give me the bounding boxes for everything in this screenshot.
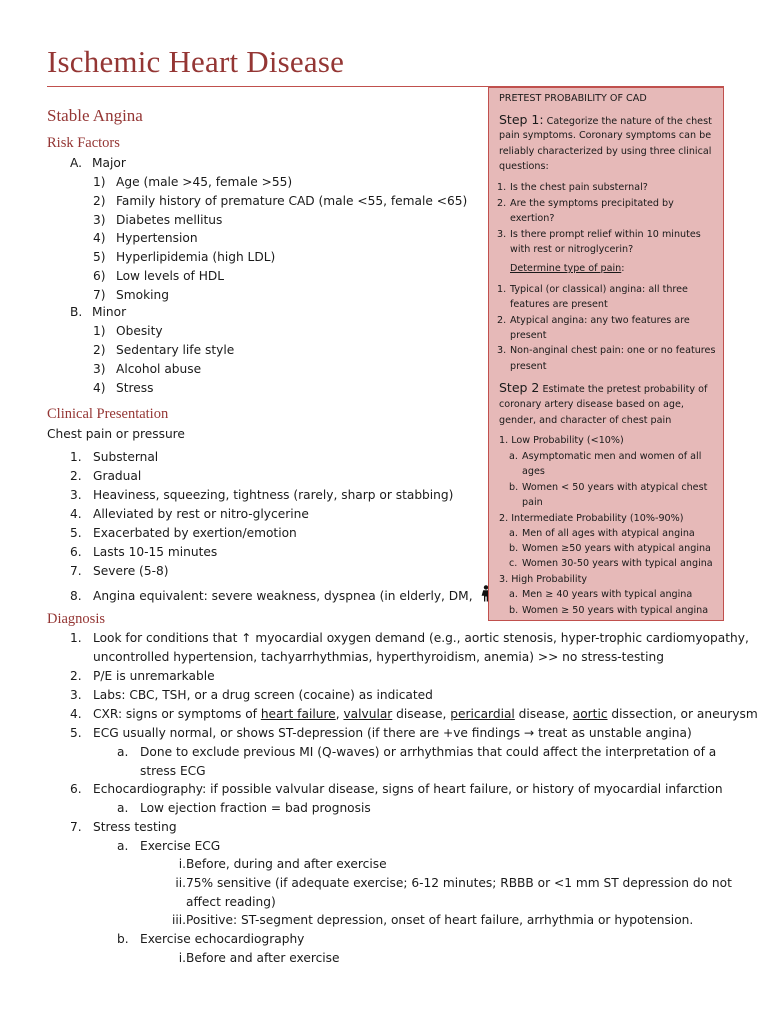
clinical-item <box>70 506 309 522</box>
list-marker: a. <box>509 451 518 462</box>
list-marker: 7. <box>70 564 82 578</box>
list-marker: 5. <box>70 526 82 540</box>
diagnosis-item-7 <box>70 819 177 835</box>
step2-line2: coronary artery disease based on age, <box>499 399 684 410</box>
sidebar-pain-type-text: Non-anginal chest pain: one or no features <box>510 345 716 357</box>
risk-major-item-text: Age (male >45, female >55) <box>116 175 293 189</box>
clinical-item <box>70 525 297 541</box>
determine-pain-row <box>510 261 625 276</box>
diagnosis-item-3-text: Labs: CBC, TSH, or a drug screen (cocaine) as indicated <box>93 688 433 702</box>
list-marker: 1. <box>70 631 82 645</box>
risk-major-item-text: Diabetes mellitus <box>116 212 223 227</box>
diagnosis-item-7a-iii-text: Positive: ST-segment depression, onset of heart failure, arrhythmia or hypotension. <box>186 913 694 927</box>
list-marker: i. <box>178 857 186 871</box>
list-marker: a. <box>117 839 129 853</box>
link-pericardial: pericardial <box>450 707 515 721</box>
diagnosis-item-2 <box>70 668 215 684</box>
risk-major-item <box>93 212 222 228</box>
list-marker: ii. <box>175 876 186 890</box>
intermediate-probability-heading: 2. Intermediate Probability (10%-90%) <box>499 513 684 524</box>
clinical-item <box>70 544 217 560</box>
list-marker: 4. <box>70 507 82 521</box>
risk-major-item-text: Smoking <box>116 287 169 302</box>
risk-major-item <box>93 249 275 265</box>
sidebar-pain-type-text: present <box>510 329 547 341</box>
diagnosis-item-6-text: Echocardiography: if possible valvular disease, signs of heart failure, or history of myocardial infarction <box>93 782 723 796</box>
clinical-item-text: Alleviated by rest or nitro-glycerine <box>93 507 309 521</box>
subheading-risk-factors: Risk Factors <box>47 135 120 151</box>
sidebar-pain-type <box>497 297 608 312</box>
step2-line3: gender, and character of chest pain <box>499 415 672 426</box>
list-marker: 2. <box>70 469 82 483</box>
list-marker: 1) <box>93 324 106 338</box>
diagnosis-item-5 <box>70 725 692 741</box>
clinical-item-text: Exacerbated by exertion/emotion <box>93 526 297 540</box>
step2-line1 <box>499 380 707 398</box>
step1-line2 <box>499 128 711 143</box>
step1-bold: pain symptoms <box>499 130 573 141</box>
step2-text: Estimate the pretest probability <box>539 384 696 395</box>
list-marker: 3. <box>497 228 507 240</box>
low-probability-item <box>509 464 545 479</box>
risk-minor-item-text: Stress <box>116 381 154 395</box>
diagnosis-item-7-text: Stress testing <box>93 820 177 834</box>
sidebar-question-text: Are the symptoms precipitated by <box>510 197 674 209</box>
list-marker: 7. <box>70 820 82 834</box>
risk-minor-item-text: Obesity <box>116 324 163 338</box>
sidebar-question <box>497 196 674 211</box>
high-probability-item-text: Men ≥ 40 years with typical angina <box>522 589 693 600</box>
list-marker: 3. <box>70 688 82 702</box>
list-marker: 2. <box>70 669 82 683</box>
diagnosis-item-5a-text: Done to exclude previous MI (Q-waves) or arrhythmias that could affect the interpretation of a <box>140 745 717 759</box>
link-heart-failure: heart failure <box>260 707 336 721</box>
list-marker: A. <box>70 156 82 170</box>
clinical-item <box>70 585 501 604</box>
clinical-item <box>70 449 158 465</box>
risk-major-item <box>93 193 467 209</box>
list-marker: a. <box>509 589 518 600</box>
high-probability-heading: 3. High Probability <box>499 574 588 585</box>
diagnosis-item-7a-ii-text: 75% sensitive (if adequate exercise; 6-12 minutes; RBBB or <1 mm ST depression do not <box>186 876 732 890</box>
list-marker: B. <box>70 305 83 319</box>
list-marker: 2. <box>497 197 507 209</box>
list-marker: iii. <box>171 913 186 927</box>
clinical-item-text: Heaviness, squeezing, tightness (rarely, sharp or stabbing) <box>93 488 454 502</box>
risk-major-item-text: Low levels of HDL <box>116 269 225 283</box>
list-marker: 3) <box>93 212 106 227</box>
diagnosis-item-7b-i-text: Before and after exercise <box>186 951 340 965</box>
risk-minor-item <box>93 361 201 377</box>
risk-minor-item-text: Sedentary life style <box>116 343 235 357</box>
list-marker: a. <box>509 528 518 539</box>
risk-minor-row <box>70 304 126 320</box>
list-marker: 4. <box>70 707 82 721</box>
diagnosis-item-4 <box>70 706 758 722</box>
intermediate-probability-item <box>509 526 695 541</box>
section-heading-stable-angina: Stable Angina <box>47 106 143 125</box>
sidebar-pain-type-text: Atypical angina: any two features are <box>510 314 690 326</box>
determine-pain-heading: Determine type of pain <box>510 263 622 274</box>
risk-major-item <box>93 287 169 303</box>
list-marker: 8. <box>70 589 82 603</box>
clinical-item-text: Substernal <box>93 450 159 464</box>
list-marker: 3. <box>497 345 507 357</box>
list-marker: 2) <box>93 343 106 357</box>
diagnosis-item-6 <box>70 781 723 797</box>
list-marker: 1. <box>70 450 82 464</box>
clinical-item-text: Gradual <box>93 469 142 483</box>
diagnosis-item-7a-i-text: Before, during and after exercise <box>186 857 387 871</box>
risk-major-item-text: Hypertension <box>116 231 198 246</box>
diagnosis-item-7a-text: Exercise ECG <box>140 839 221 853</box>
sidebar-pain-type-text: Typical (or classical) angina: all three <box>510 284 688 295</box>
diagnosis-item-7a-iii <box>164 912 693 928</box>
risk-major-row <box>70 155 126 171</box>
high-probability-item <box>509 603 708 618</box>
pretest-probability-box <box>488 87 724 621</box>
sidebar-question-text: exertion? <box>510 213 555 225</box>
low-probability-item <box>509 480 707 495</box>
risk-minor-item <box>93 323 163 339</box>
clinical-item <box>70 487 453 503</box>
sidebar-pain-type-text: features are present <box>510 299 608 311</box>
subheading-diagnosis: Diagnosis <box>47 611 105 627</box>
step1-label: Step 1: <box>499 112 544 127</box>
low-probability-item <box>509 495 543 510</box>
low-probability-item-text: ages <box>522 466 545 478</box>
cxr-text: disease, <box>514 707 573 721</box>
sidebar-question-text: with rest or nitroglycerin? <box>510 244 634 256</box>
list-marker: a. <box>117 745 129 759</box>
low-probability-item-text: pain <box>522 497 543 509</box>
diagnosis-item-1-text: Look for conditions that ↑ myocardial oxygen demand (e.g., aortic stenosis, hyper-trophic cardiomyopathy, <box>93 631 749 645</box>
list-marker: 6. <box>70 782 82 796</box>
list-marker: 7) <box>93 287 106 302</box>
cxr-text: CXR: signs or symptoms of <box>93 707 261 721</box>
sidebar-pain-type <box>497 282 688 297</box>
cxr-text: disease, <box>392 707 451 721</box>
clinical-item <box>70 563 168 579</box>
risk-minor-label: Minor <box>92 305 127 319</box>
subheading-clinical-presentation: Clinical Presentation <box>47 406 169 422</box>
list-marker: 5. <box>70 726 82 740</box>
low-probability-item-text: Women < 50 years with atypical chest <box>522 481 708 493</box>
diagnosis-item-6a-text: Low ejection fraction = bad prognosis <box>140 801 371 815</box>
list-marker: 6) <box>93 269 106 283</box>
low-probability-item <box>509 449 701 464</box>
intermediate-probability-item <box>509 541 711 556</box>
intermediate-probability-item-text: Women ≥50 years with atypical angina <box>522 543 711 555</box>
diagnosis-item-2-text: P/E is unremarkable <box>93 669 215 683</box>
list-marker: 1. <box>497 182 507 193</box>
step1-rest: . Coronary symptoms can be <box>572 130 712 141</box>
list-marker: 4) <box>93 231 106 246</box>
diagnosis-item-7a <box>117 838 220 854</box>
list-marker: i. <box>178 951 186 965</box>
risk-major-item-text: Family history of premature CAD (male <55, female <65) <box>116 193 468 208</box>
list-marker: 6. <box>70 545 82 559</box>
diagnosis-item-1 <box>70 630 749 646</box>
intermediate-probability-item <box>509 556 713 571</box>
list-marker: 2. <box>497 314 507 326</box>
step1-line3: reliably characterized by using three clinical <box>499 146 712 157</box>
list-marker: 5) <box>93 250 106 265</box>
list-marker: 3) <box>93 362 106 376</box>
list-marker: b. <box>509 481 519 493</box>
sidebar-pain-type <box>497 313 690 328</box>
list-marker: 3. <box>70 488 82 502</box>
risk-major-item <box>93 268 224 284</box>
diagnosis-item-5a-cont: stress ECG <box>140 764 206 778</box>
diagnosis-item-7a-ii-cont: affect reading) <box>186 895 276 909</box>
clinical-item-text: Angina equivalent: severe weakness, dyspnea (in elderly, DM, <box>93 589 473 603</box>
low-probability-heading: 1. Low Probability (<10%) <box>499 435 624 446</box>
risk-major-item-text: Hyperlipidemia (high LDL) <box>116 250 276 265</box>
sidebar-pain-type <box>497 328 546 343</box>
high-probability-item-text: Women ≥ 50 years with typical angina <box>522 604 709 616</box>
intermediate-probability-item-text: Men of all ages with atypical angina <box>522 528 695 539</box>
sidebar-question <box>497 227 701 242</box>
diagnosis-item-6a <box>117 800 371 816</box>
diagnosis-item-5-text: ECG usually normal, or shows ST-depression (if there are +ve findings → treat as unstable angina) <box>93 726 692 740</box>
link-aortic: aortic <box>572 707 608 721</box>
clinical-item-text: Lasts 10-15 minutes <box>93 545 218 559</box>
diagnosis-item-3 <box>70 687 433 703</box>
risk-major-label: Major <box>92 156 126 170</box>
list-marker: a. <box>117 801 129 815</box>
page-title: Ischemic Heart Disease <box>47 44 345 79</box>
diagnosis-item-7a-ii <box>164 875 732 891</box>
diagnosis-item-1-cont: uncontrolled hypertension, tachyarrhythmias, hyperthyroidism, anemia) >> no stress-testing <box>93 650 664 664</box>
sidebar-question <box>497 242 633 257</box>
sidebar-title: PRETEST PROBABILITY OF CAD <box>499 93 647 104</box>
diagnosis-item-5a <box>117 744 716 760</box>
risk-minor-item <box>93 342 234 358</box>
diagnosis-item-7b-i <box>164 950 340 966</box>
sidebar-pain-type-text: present <box>510 360 547 372</box>
diagnosis-item-7b-text: Exercise echocardiography <box>140 932 305 946</box>
step2-label: Step 2 <box>499 380 540 395</box>
list-marker: b. <box>509 543 519 555</box>
clinical-item <box>70 468 141 484</box>
list-marker: b. <box>117 932 129 946</box>
risk-minor-item <box>93 380 153 396</box>
sidebar-question-text: Is there prompt relief within 10 minutes <box>510 228 701 240</box>
risk-major-item <box>93 174 292 190</box>
high-probability-item <box>509 587 692 602</box>
sidebar-question-text: Is the chest pain substernal? <box>510 182 648 193</box>
risk-major-item <box>93 230 198 246</box>
low-probability-item-text: Asymptomatic men and women of all <box>522 451 702 462</box>
sidebar-pain-type <box>497 359 546 374</box>
clinical-intro: Chest pain or pressure <box>47 427 185 441</box>
step1-line4: questions: <box>499 161 549 172</box>
intermediate-probability-item-text: Women 30-50 years with typical angina <box>522 558 713 570</box>
sidebar-pain-type <box>497 343 715 358</box>
list-marker: 4) <box>93 381 106 395</box>
list-marker: b. <box>509 604 519 616</box>
list-marker: c. <box>509 558 518 570</box>
sidebar-question <box>497 211 554 226</box>
cxr-text: dissection, or aneurysm <box>607 707 758 721</box>
list-marker: 1. <box>497 284 507 295</box>
diagnosis-item-7a-i <box>164 856 387 872</box>
determine-colon: : <box>621 263 625 274</box>
link-valvular: valvular <box>343 707 393 721</box>
clinical-item-text: Severe (5-8) <box>93 564 169 578</box>
diagnosis-item-7b <box>117 931 304 947</box>
cxr-text: , <box>335 707 344 721</box>
list-marker: 2) <box>93 193 106 208</box>
step2-text-rest: of <box>695 384 708 395</box>
list-marker: 1) <box>93 175 106 189</box>
step1-text: Categorize the nature of the chest <box>543 116 712 127</box>
risk-minor-item-text: Alcohol abuse <box>116 362 202 376</box>
sidebar-question <box>497 180 648 195</box>
